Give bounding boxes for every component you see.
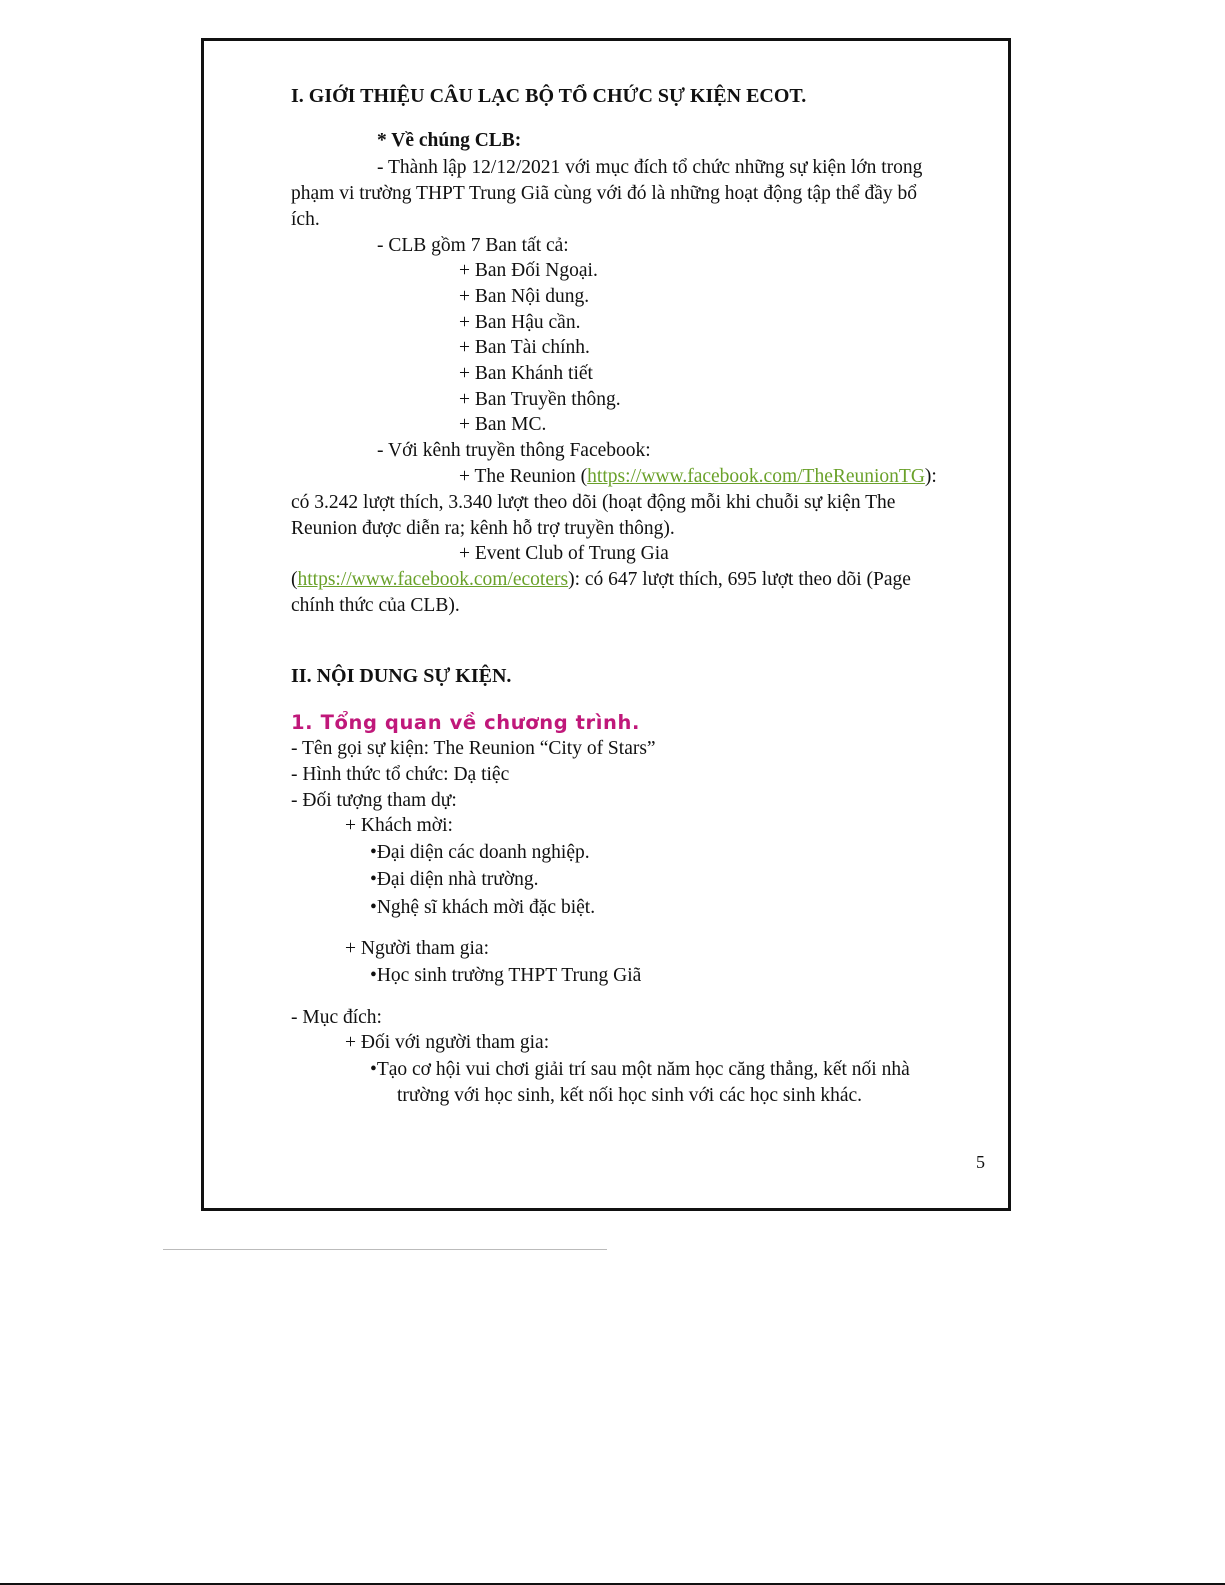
audience-label: - Đối tượng tham dự:: [291, 790, 457, 811]
purpose-line-1: •Tạo cơ hội vui chơi giải trí sau một năm học căng thẳng, kết nối nhà: [370, 1059, 910, 1080]
participants-label: + Người tham gia:: [345, 938, 489, 959]
boards-intro: - CLB gồm 7 Ban tất cả:: [377, 235, 569, 256]
board-item: + Ban Khánh tiết: [459, 363, 593, 384]
media-intro: - Với kênh truyền thông Facebook:: [377, 440, 651, 461]
about-heading: * Về chúng CLB:: [377, 130, 522, 151]
fb-ecot-link[interactable]: https://www.facebook.com/ecoters: [297, 569, 569, 590]
board-item: + Ban MC.: [459, 414, 547, 435]
board-item: + Ban Truyền thông.: [459, 389, 621, 410]
purpose-label: - Mục đích:: [291, 1007, 382, 1028]
overview-subheading: 1. Tổng quan về chương trình.: [291, 711, 641, 734]
fb-reunion-stats: có 3.242 lượt thích, 3.340 lượt theo dõi (hoạt động mỗi khi chuỗi sự kiện The: [291, 492, 896, 513]
founded-line-1: - Thành lập 12/12/2021 với mục đích tổ chức những sự kiện lớn trong: [377, 157, 923, 178]
board-item: + Ban Nội dung.: [459, 286, 590, 307]
guest-item: •Nghệ sĩ khách mời đặc biệt.: [370, 897, 596, 918]
fb-reunion-link[interactable]: https://www.facebook.com/TheReunionTG: [587, 466, 925, 487]
fb-ecot-line: [291, 567, 911, 592]
for-participants-label: + Đối với người tham gia:: [345, 1032, 550, 1053]
guest-item: •Đại diện các doanh nghiệp.: [370, 842, 590, 863]
founded-line-3: ích.: [291, 209, 320, 230]
board-item: + Ban Tài chính.: [459, 337, 590, 358]
participant-item: •Học sinh trường THPT Trung Giã: [370, 965, 642, 986]
section-2-heading: II. NỘI DUNG SỰ KIỆN.: [291, 665, 512, 687]
fb-reunion-note: Reunion được diễn ra; kênh hỗ trợ truyền thông).: [291, 518, 675, 539]
page-frame: [201, 38, 1011, 1211]
fb-ecot-suffix: ): có 647 lượt thích, 695 lượt theo dõi (Page: [568, 569, 911, 590]
fb-ecot-note: chính thức của CLB).: [291, 595, 460, 616]
founded-line-2: phạm vi trường THPT Trung Giã cùng với đó là những hoạt động tập thể đầy bổ: [291, 183, 917, 204]
footnote-divider: [163, 1249, 607, 1250]
guests-label: + Khách mời:: [345, 815, 453, 836]
fb-ecot-prefix: (: [291, 569, 298, 590]
board-item: + Ban Đối Ngoại.: [459, 260, 598, 281]
page-number: 5: [976, 1152, 985, 1172]
guest-item: •Đại diện nhà trường.: [370, 869, 539, 890]
event-name: - Tên gọi sự kiện: The Reunion “City of Stars”: [291, 738, 656, 759]
section-1-heading: I. GIỚI THIỆU CÂU LẠC BỘ TỔ CHỨC SỰ KIỆN ECOT.: [291, 85, 807, 107]
fb-reunion-suffix: ):: [924, 466, 937, 487]
board-item: + Ban Hậu cần.: [459, 312, 581, 333]
fb-reunion-line: [459, 464, 937, 489]
fb-ecot-title: + Event Club of Trung Gia: [459, 543, 669, 564]
event-format: - Hình thức tổ chức: Dạ tiệc: [291, 764, 510, 785]
fb-reunion-prefix: + The Reunion (: [459, 466, 588, 487]
purpose-line-2: trường với học sinh, kết nối học sinh với các học sinh khác.: [397, 1085, 863, 1106]
